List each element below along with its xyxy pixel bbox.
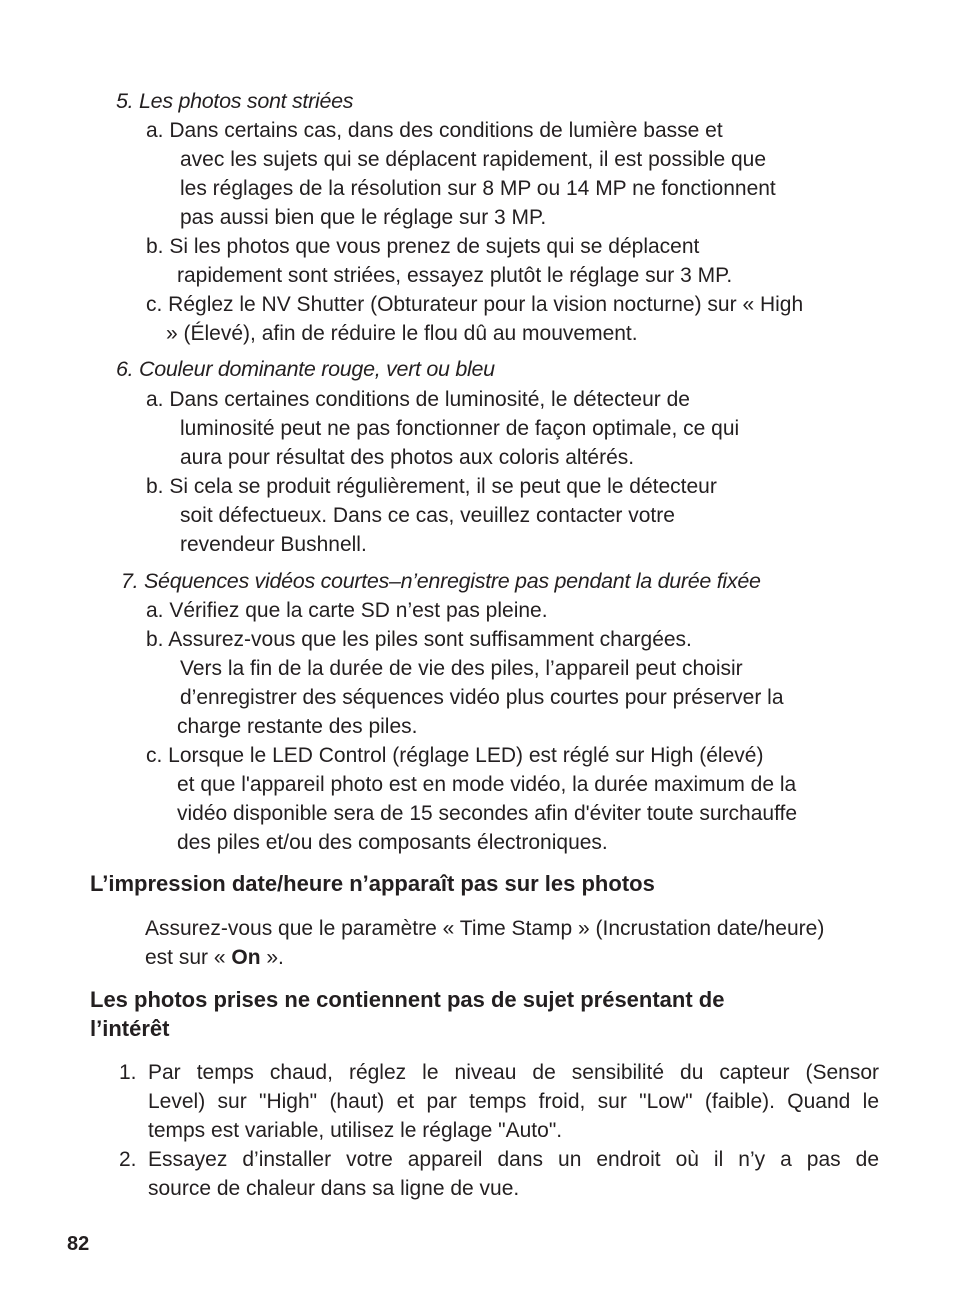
s5-item-c-line2: » (Élevé), afin de réduire le flou dû au mouvement.: [166, 322, 638, 345]
s7-item-b-line1: b. Assurez-vous que les piles sont suffisamment chargées.: [146, 628, 692, 651]
s7-item-b-line2: Vers la fin de la durée de vie des piles, l’appareil peut choisir: [180, 657, 743, 680]
s5-item-b-line1: b. Si les photos que vous prenez de sujets qui se déplacent: [146, 235, 700, 258]
s5-item-a-line4: pas aussi bien que le réglage sur 3 MP.: [180, 206, 547, 229]
timestamp-line2: [145, 943, 284, 972]
timestamp-line2-post: ».: [260, 946, 284, 969]
s5-item-a-line2: avec les sujets qui se déplacent rapidement, il est possible que: [180, 148, 767, 171]
nosubject-item1-number: 1.: [119, 1061, 137, 1084]
s5-item-b-line2: rapidement sont striées, essayez plutôt le réglage sur 3 MP.: [177, 264, 733, 287]
s7-item-b-line3: d’enregistrer des séquences vidéo plus courtes pour préserver la: [180, 686, 784, 709]
s5-item-a-line3: les réglages de la résolution sur 8 MP ou 14 MP ne fonctionnent: [180, 177, 776, 200]
nosubject-heading-line2: l’intérêt: [90, 1016, 170, 1041]
page-number: 82: [67, 1233, 90, 1255]
nosubject-item2-line2: source de chaleur dans sa ligne de vue.: [148, 1177, 520, 1200]
s7-item-b-line4: charge restante des piles.: [177, 715, 418, 738]
s6-item-a-line2: luminosité peut ne pas fonctionner de façon optimale, ce qui: [180, 417, 740, 440]
timestamp-line1: Assurez-vous que le paramètre « Time Stamp » (Incrustation date/heure): [145, 917, 825, 940]
s7-item-c-line4: des piles et/ou des composants électroniques.: [177, 831, 608, 854]
nosubject-item2-number: 2.: [119, 1148, 137, 1171]
nosubject-item2-line1: Essayez d’installer votre appareil dans un endroit où il n’y a pas de: [148, 1148, 879, 1171]
s7-item-c-line1: c. Lorsque le LED Control (réglage LED) est réglé sur High (élevé): [146, 744, 764, 767]
s7-item-a-line1: a. Vérifiez que la carte SD n’est pas pleine.: [146, 599, 548, 622]
s6-item-a-line3: aura pour résultat des photos aux coloris altérés.: [180, 446, 635, 469]
nosubject-heading-line1: Les photos prises ne contiennent pas de sujet présentant de: [90, 987, 725, 1012]
nosubject-item1-line3: temps est variable, utilisez le réglage "Auto".: [148, 1119, 563, 1142]
s6-item-a-line1: a. Dans certaines conditions de luminosité, le détecteur de: [146, 388, 690, 411]
s7-item-c-line2: et que l'appareil photo est en mode vidéo, la durée maximum de la: [177, 773, 797, 796]
section-6-title: 6. Couleur dominante rouge, vert ou bleu: [116, 357, 495, 381]
timestamp-on-value: On: [231, 946, 261, 969]
s5-item-c-line1: c. Réglez le NV Shutter (Obturateur pour la vision nocturne) sur « High: [146, 293, 804, 316]
s6-item-b-line2: soit défectueux. Dans ce cas, veuillez contacter votre: [180, 504, 675, 527]
nosubject-item1-line2: Level) sur "High" (haut) et par temps froid, sur "Low" (faible). Quand le: [148, 1090, 879, 1113]
nosubject-item1-line1: Par temps chaud, réglez le niveau de sensibilité du capteur (Sensor: [148, 1061, 879, 1084]
timestamp-line2-pre: est sur «: [145, 946, 232, 969]
s6-item-b-line1: b. Si cela se produit régulièrement, il se peut que le détecteur: [146, 475, 717, 498]
s7-item-c-line3: vidéo disponible sera de 15 secondes afin d'éviter toute surchauffe: [177, 802, 798, 825]
timestamp-heading: L’impression date/heure n’apparaît pas sur les photos: [90, 871, 655, 896]
s6-item-b-line3: revendeur Bushnell.: [180, 533, 367, 556]
section-7-title: 7. Séquences vidéos courtes–n’enregistre pas pendant la durée fixée: [121, 569, 761, 593]
section-5-title: 5. Les photos sont striées: [116, 89, 354, 113]
s5-item-a-line1: a. Dans certains cas, dans des conditions de lumière basse et: [146, 119, 723, 142]
